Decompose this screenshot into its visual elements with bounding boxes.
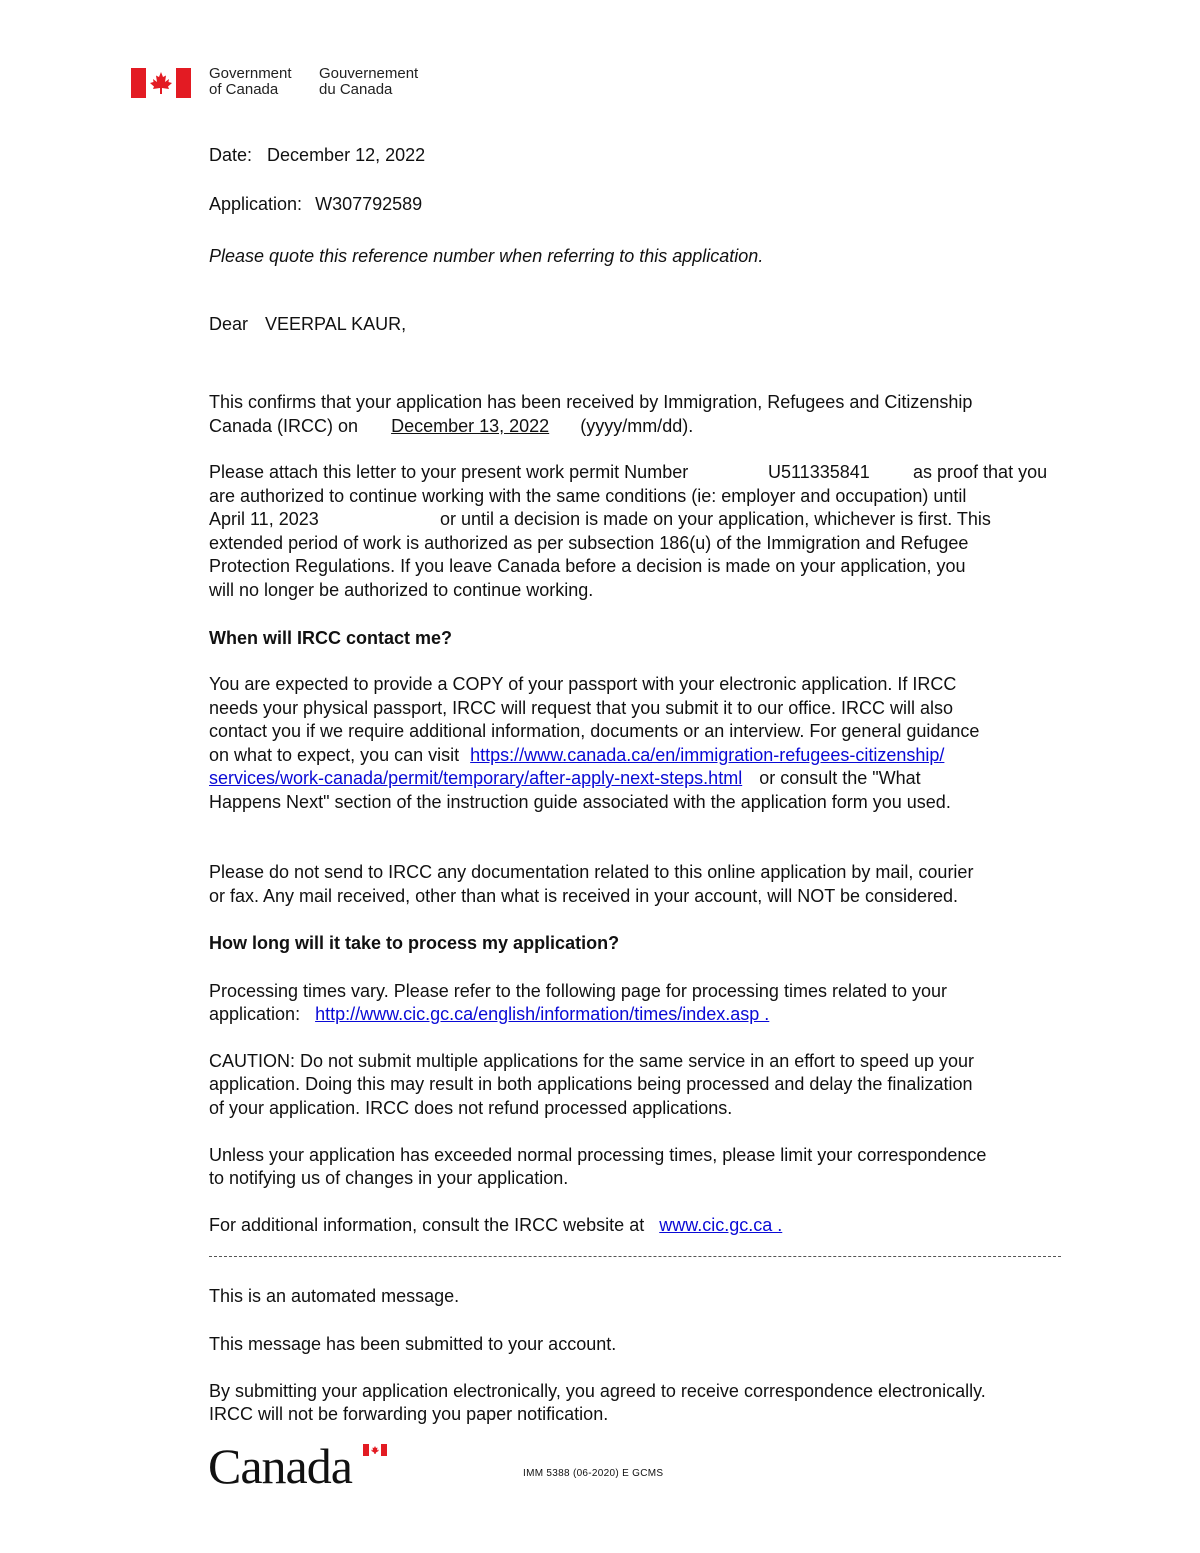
contact-line5-post: or consult the "What	[759, 768, 921, 788]
correspondence-line2: to notifying us of changes in your application.	[209, 1168, 569, 1188]
contact-line2: needs your physical passport, IRCC will request that you submit it to our office. IRCC will also	[209, 698, 953, 718]
caution-line1: CAUTION: Do not submit multiple applications for the same service in an effort to speed up your	[209, 1051, 975, 1071]
dear-label: Dear	[209, 314, 249, 334]
gov-en-line1: Government	[209, 65, 292, 82]
permit-line1-post: as proof that you	[913, 462, 1048, 482]
processing-line1: Processing times vary. Please refer to the following page for processing times related to your	[209, 981, 948, 1001]
contact-line6: Happens Next" section of the instruction guide associated with the application form you used.	[209, 792, 951, 812]
contact-line5	[209, 767, 921, 791]
application-number: W307792589	[315, 194, 423, 214]
permit-line3-post: or until a decision is made on your application, whichever is first. This	[440, 509, 991, 529]
caution-line3: of your application. IRCC does not refund processed applications.	[209, 1098, 733, 1118]
confirm-line2-post: (yyyy/mm/dd).	[580, 416, 694, 436]
canada-flag-icon	[131, 68, 191, 98]
date-label: Date:	[209, 145, 253, 165]
gov-signature-en	[209, 66, 292, 98]
wordmark-flag-icon	[363, 1443, 387, 1457]
processing-line2-pre: application:	[209, 1004, 301, 1024]
contact-heading: When will IRCC contact me?	[209, 628, 453, 648]
next-steps-link-part1[interactable]: https://www.canada.ca/en/immigration-refugees-citizenship/	[470, 745, 945, 765]
correspondence-line1: Unless your application has exceeded normal processing times, please limit your correspondence	[209, 1145, 987, 1165]
reference-note: Please quote this reference number when referring to this application.	[209, 246, 764, 266]
mail-notice-line1: Please do not send to IRCC any documentation related to this online application by mail, courier	[209, 862, 974, 882]
permit-line1-pre: Please attach this letter to your present work permit Number	[209, 462, 689, 482]
contact-line4-pre: on what to expect, you can visit	[209, 745, 460, 765]
submitted-message: This message has been submitted to your account.	[209, 1334, 617, 1354]
application-label: Application:	[209, 194, 303, 214]
gov-signature-fr	[319, 66, 418, 98]
confirm-line2-pre: Canada (IRCC) on	[209, 416, 359, 436]
cic-website-link[interactable]: www.cic.gc.ca .	[659, 1215, 783, 1235]
permit-line2: are authorized to continue working with the same conditions (ie: employer and occupation) until	[209, 486, 967, 506]
permit-line6: will no longer be authorized to continue working.	[209, 580, 594, 600]
date-line	[209, 144, 425, 168]
dashed-divider	[209, 1256, 1061, 1257]
permit-line1	[209, 461, 1069, 485]
date-value: December 12, 2022	[267, 145, 426, 165]
mail-notice-line2: or fax. Any mail received, other than what is received in your account, will NOT be considered.	[209, 886, 959, 906]
processing-heading: How long will it take to process my application?	[209, 933, 620, 953]
recipient-name: VEERPAL KAUR,	[265, 314, 407, 334]
until-date: April 11, 2023	[209, 509, 319, 529]
permit-line5: Protection Regulations. If you leave Canada before a decision is made on your application, you	[209, 556, 966, 576]
gov-fr-line2: du Canada	[319, 81, 393, 98]
electronic-line2: IRCC will not be forwarding you paper notification.	[209, 1404, 609, 1424]
contact-line4	[209, 744, 944, 768]
permit-line3	[209, 508, 1069, 532]
next-steps-link-part2[interactable]: services/work-canada/permit/temporary/after-apply-next-steps.html	[209, 768, 743, 788]
electronic-line1: By submitting your application electronically, you agreed to receive correspondence electronically.	[209, 1381, 986, 1401]
additional-info-pre: For additional information, consult the IRCC website at	[209, 1215, 645, 1235]
canada-wordmark-text: Canada	[208, 1438, 352, 1494]
processing-line2	[209, 1003, 769, 1027]
contact-line3: contact you if we require additional information, documents or an interview. For general guidance	[209, 721, 980, 741]
salutation	[209, 313, 406, 337]
received-date: December 13, 2022	[391, 416, 550, 436]
canada-wordmark	[208, 1440, 352, 1492]
automated-message: This is an automated message.	[209, 1286, 460, 1306]
gov-en-line2: of Canada	[209, 81, 279, 98]
contact-line1: You are expected to provide a COPY of your passport with your electronic application. If IRCC	[209, 674, 957, 694]
confirm-line2	[209, 415, 693, 439]
permit-line4: extended period of work is authorized as per subsection 186(u) of the Immigration and Refugee	[209, 533, 969, 553]
additional-info-line	[209, 1214, 782, 1238]
caution-line2: application. Doing this may result in both applications being processed and delay the finalization	[209, 1074, 973, 1094]
form-code: IMM 5388 (06-2020) E GCMS	[523, 1468, 664, 1479]
gov-fr-line1: Gouvernement	[319, 65, 419, 82]
confirm-line1: This confirms that your application has been received by Immigration, Refugees and Citizenship	[209, 392, 973, 412]
permit-number: U511335841	[768, 462, 870, 482]
processing-times-link[interactable]: http://www.cic.gc.ca/english/information/times/index.asp .	[315, 1004, 770, 1024]
application-line	[209, 193, 422, 217]
